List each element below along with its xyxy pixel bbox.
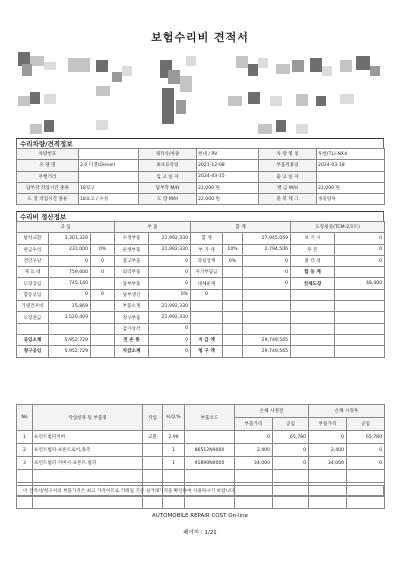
field-value [79,171,139,182]
table-cell: 청구공임 [17,346,49,357]
field-label: 출 고 일 자 [259,171,317,182]
field-label: 제작사/차종 [139,149,197,160]
table-cell [243,323,291,334]
table-cell [235,470,273,483]
table-cell [91,312,115,323]
table-cell [309,470,347,483]
field-value: 18표고 / 수성 [79,194,139,205]
table-cell: 당부생산 [115,289,149,300]
table-cell: 0% [149,289,191,300]
table-cell: 21,992,330 [149,312,191,323]
field-label: 차량번호 [17,149,79,160]
field-label: 담부작 작업시간 종류 [17,182,79,193]
table-cell: 0 [149,323,191,334]
table-cell: 수정부품 [115,233,149,244]
table-cell [191,301,223,312]
table-row [17,323,385,334]
field-value: 2024-03-15 [197,171,259,182]
table-cell: 0 [191,289,223,300]
table-cell: 전 손 통 [115,334,149,345]
table-cell: 21,992,330 [149,301,191,312]
table-cell: 교환 [143,431,163,444]
table-cell: 부 가 세 [191,244,223,255]
table-cell: 청 구 액 [191,346,223,357]
table-cell [143,470,163,483]
table-cell: 차감소계 [115,346,149,357]
table-cell [309,496,347,509]
field-value: 18장고 [79,182,139,193]
field-value: 2024-03-18 [317,160,385,171]
table-cell [185,431,235,444]
col-after: 손해 사정후 [309,405,385,418]
table-cell: 프런트범퍼커버 [33,431,143,444]
table-cell: 0 [273,457,309,470]
table-cell [91,334,115,345]
table-cell: 부품소계 [115,301,149,312]
table-row [17,301,385,312]
table-cell [347,496,385,509]
field-value: 현대 / RV [197,149,259,160]
table-cell: 5,952,729 [49,346,91,357]
vehicle-info-section [16,138,384,205]
list-item [17,457,385,470]
table-row [17,255,385,266]
table-cell [291,346,335,357]
table-cell [163,470,185,483]
table-cell: 2,400 [235,444,273,457]
table-cell [223,323,243,334]
table-cell [17,323,49,334]
field-value: 2021-12-08 [197,160,259,171]
table-cell [243,289,291,300]
disclaimer-note: 이 견적서/청구서의 부품가격은 최고 가격이므로 거래업 기준 실거래가격을 확인하여 사용하시기 바랍니다. [16,485,384,497]
field-value: 경중량차 [317,194,385,205]
field-label: 부품적용일 [259,160,317,171]
vehicle-info-heading: 수리차량/견적정보 [16,138,384,148]
table-row [17,171,385,182]
col-after-price: 부품가격 [309,418,347,431]
table-cell: 0 [243,267,291,278]
table-row [17,182,385,193]
table-cell [335,301,385,312]
table-row [17,267,385,278]
col-total: 합 계 [191,222,291,233]
field-value: 2.0 디젤(Diesel) [79,160,139,171]
table-cell [33,470,143,483]
table-row [17,149,385,160]
table-row [17,194,385,205]
table-cell [291,301,335,312]
table-cell: 프런트범퍼 커버서-프론트.범퍼 [33,457,143,470]
col-parts: 부 품 [115,222,191,233]
field-label: 주행거리 [17,171,79,182]
table-row [17,312,385,323]
table-cell: 0 [91,255,115,266]
settlement-section [16,211,384,358]
table-cell [273,470,309,483]
table-cell: 0 [273,444,309,457]
table-cell: 공임소계 [17,334,49,345]
table-cell: 도장공임 [17,278,49,289]
footer-text: AUTOMOBILE REPAIR COST On-line [152,513,248,519]
table-cell [91,323,115,334]
col-paint: 도장필증(TCM-2코트) [291,222,385,233]
col-hq: H,Q,% [163,405,185,431]
table-cell [223,312,243,323]
table-cell: 2.99 [163,431,185,444]
table-cell [335,312,385,323]
table-cell: 견인구난 [17,255,49,266]
table-cell: 29,749,565 [243,334,291,345]
field-label: 도 장 작업시간 종류 [17,194,79,205]
table-cell: 0 [49,255,91,266]
table-cell [291,312,335,323]
table-cell: 91890N9000 [185,457,235,470]
list-item [17,431,385,444]
vehicle-info-table [16,148,385,205]
table-cell: 48,400 [335,278,385,289]
table-cell [243,312,291,323]
table-cell: 순정부품 [115,244,149,255]
table-cell: 0 [91,267,115,278]
table-row [17,278,385,289]
table-cell: 지 급 액 [191,334,223,345]
table-cell: 745,140 [49,278,91,289]
table-cell: 합 동 계 [291,267,335,278]
settlement-heading: 수리비 정산정보 [16,211,384,221]
table-cell: 759,600 [49,267,91,278]
table-cell [223,267,243,278]
table-cell: 0% [91,244,115,255]
table-cell [335,346,385,357]
table-cell: 당부부품 [115,278,149,289]
table-cell: 27,945,059 [243,233,291,244]
table-cell: 0 [243,255,291,266]
table-cell [243,301,291,312]
table-cell: 15,869 [49,301,91,312]
table-cell [223,233,243,244]
table-cell: 폴 더 성 [291,255,335,266]
col-before: 손해 사정전 [235,405,309,418]
table-cell [223,301,243,312]
table-cell: 외리부품 [115,267,149,278]
col-before-price: 부품가격 [235,418,273,431]
table-cell: 0 [347,457,385,470]
table-cell: 0 [335,233,385,244]
table-cell: 1,520,409 [49,312,91,323]
col-before-labor: 공임 [273,418,309,431]
table-cell: 0 [149,278,191,289]
table-cell: 합동공임 [17,289,49,300]
table-cell: 3,301,320 [49,233,91,244]
table-cell [191,323,223,334]
table-cell: 2,794,506 [243,244,291,255]
settlement-table [16,221,385,358]
table-row [17,244,385,255]
table-cell: 0 [149,255,191,266]
table-cell: 보 기 시 [291,233,335,244]
col-item: 작업항목 및 부품명 [33,405,143,431]
table-cell: 전체도장 [291,278,335,289]
table-cell [291,289,335,300]
field-value: 투싼(TL)-NX4 [317,149,385,160]
table-cell [191,312,223,323]
table-cell: 2,400 [309,444,347,457]
table-cell: 21,992,330 [149,244,191,255]
table-cell [17,470,33,483]
table-cell [91,301,115,312]
table-cell: 0 [149,334,191,345]
table-cell: 프런트범퍼-프론트로어,좌측 [33,444,143,457]
field-label: 차 량 명 칭 [259,149,317,160]
field-value [317,171,385,182]
table-cell: 2 [17,444,33,457]
list-item [17,444,385,457]
col-work: 작업 [143,405,163,431]
table-cell: 0 [235,431,273,444]
table-cell [235,496,273,509]
table-cell [91,346,115,357]
table-cell: 판금수리 [17,244,49,255]
table-cell: 과실상계 [191,255,223,266]
table-cell [223,346,243,357]
table-cell: 5,952,729 [49,334,91,345]
empty-row [17,470,385,483]
table-cell: 탈착교환 [17,233,49,244]
table-cell [335,334,385,345]
table-cell: 대체운재 [191,278,223,289]
table-cell [291,323,335,334]
table-cell: 0 [149,346,191,357]
table-cell: 29,749,565 [243,346,291,357]
col-code: 부품코드 [185,405,235,431]
table-cell [91,278,115,289]
table-cell: 제 료 대 [17,267,49,278]
table-cell [223,278,243,289]
field-value: 22,000 원 [317,182,385,193]
table-row [17,233,385,244]
table-cell: 0 [347,444,385,457]
table-row [17,346,385,357]
table-cell [185,470,235,483]
table-cell [291,334,335,345]
table-cell [273,496,309,509]
table-cell: 0 [91,289,115,300]
table-cell: 10% [223,244,243,255]
table-row [17,334,385,345]
table-cell: 65,780 [347,431,385,444]
page-number: 페이지 : 1/21 [183,530,217,536]
table-cell: 34,000 [235,457,273,470]
table-cell: 중고부품 [115,255,149,266]
field-label: 렌 금 M/H [259,182,317,193]
table-row [17,289,385,300]
table-cell [223,334,243,345]
table-cell: 1 [17,431,33,444]
table-cell: 0 [49,289,91,300]
table-cell: 231,000 [49,244,91,255]
col-labor: 공 임 [17,222,115,233]
field-value [79,149,139,160]
table-cell: 0 [149,267,191,278]
document-title: 보험수리비 견적서 [151,31,249,44]
table-row [17,160,385,171]
table-cell: 3 [17,457,33,470]
table-cell [49,323,91,334]
field-label: 입 고 일 자 [139,171,197,182]
table-cell: 34,000 [309,457,347,470]
table-cell: 21,992,330 [149,233,191,244]
table-cell: 합 계 [191,233,223,244]
field-label: 담부작 M/H [139,182,197,193]
table-cell: 0 [309,431,347,444]
field-label: 중 복 제 그 [259,194,317,205]
table-cell: 86512N9000 [185,444,235,457]
table-cell [143,457,163,470]
table-cell: 0 [335,244,385,255]
field-value: 22,000 원 [197,194,259,205]
field-label: 최초등록일 [139,160,197,171]
table-cell [335,267,385,278]
table-cell [91,233,115,244]
table-cell: 0 [335,255,385,266]
table-cell: 가열건조비 [17,301,49,312]
table-cell: 도장잔금 [17,312,49,323]
col-after-labor: 공임 [347,418,385,431]
col-no: No [17,405,33,431]
table-cell: 1 [163,457,185,470]
field-label: 모 델 명 [17,160,79,171]
table-cell: 자기부담금 [191,267,223,278]
field-value: 22,000 원 [197,182,259,193]
table-cell: 65,780 [273,431,309,444]
table-cell: 투 폰 [291,244,335,255]
table-cell [223,289,243,300]
table-cell: 정구부품 [115,312,149,323]
table-cell: 1 [163,444,185,457]
table-cell: 0% [223,255,243,266]
table-cell [143,444,163,457]
field-label: 도 장 M/H [139,194,197,205]
table-cell [335,323,385,334]
table-cell [335,289,385,300]
table-cell: 0 [243,278,291,289]
table-cell [347,470,385,483]
table-cell: 감가상각 [115,323,149,334]
